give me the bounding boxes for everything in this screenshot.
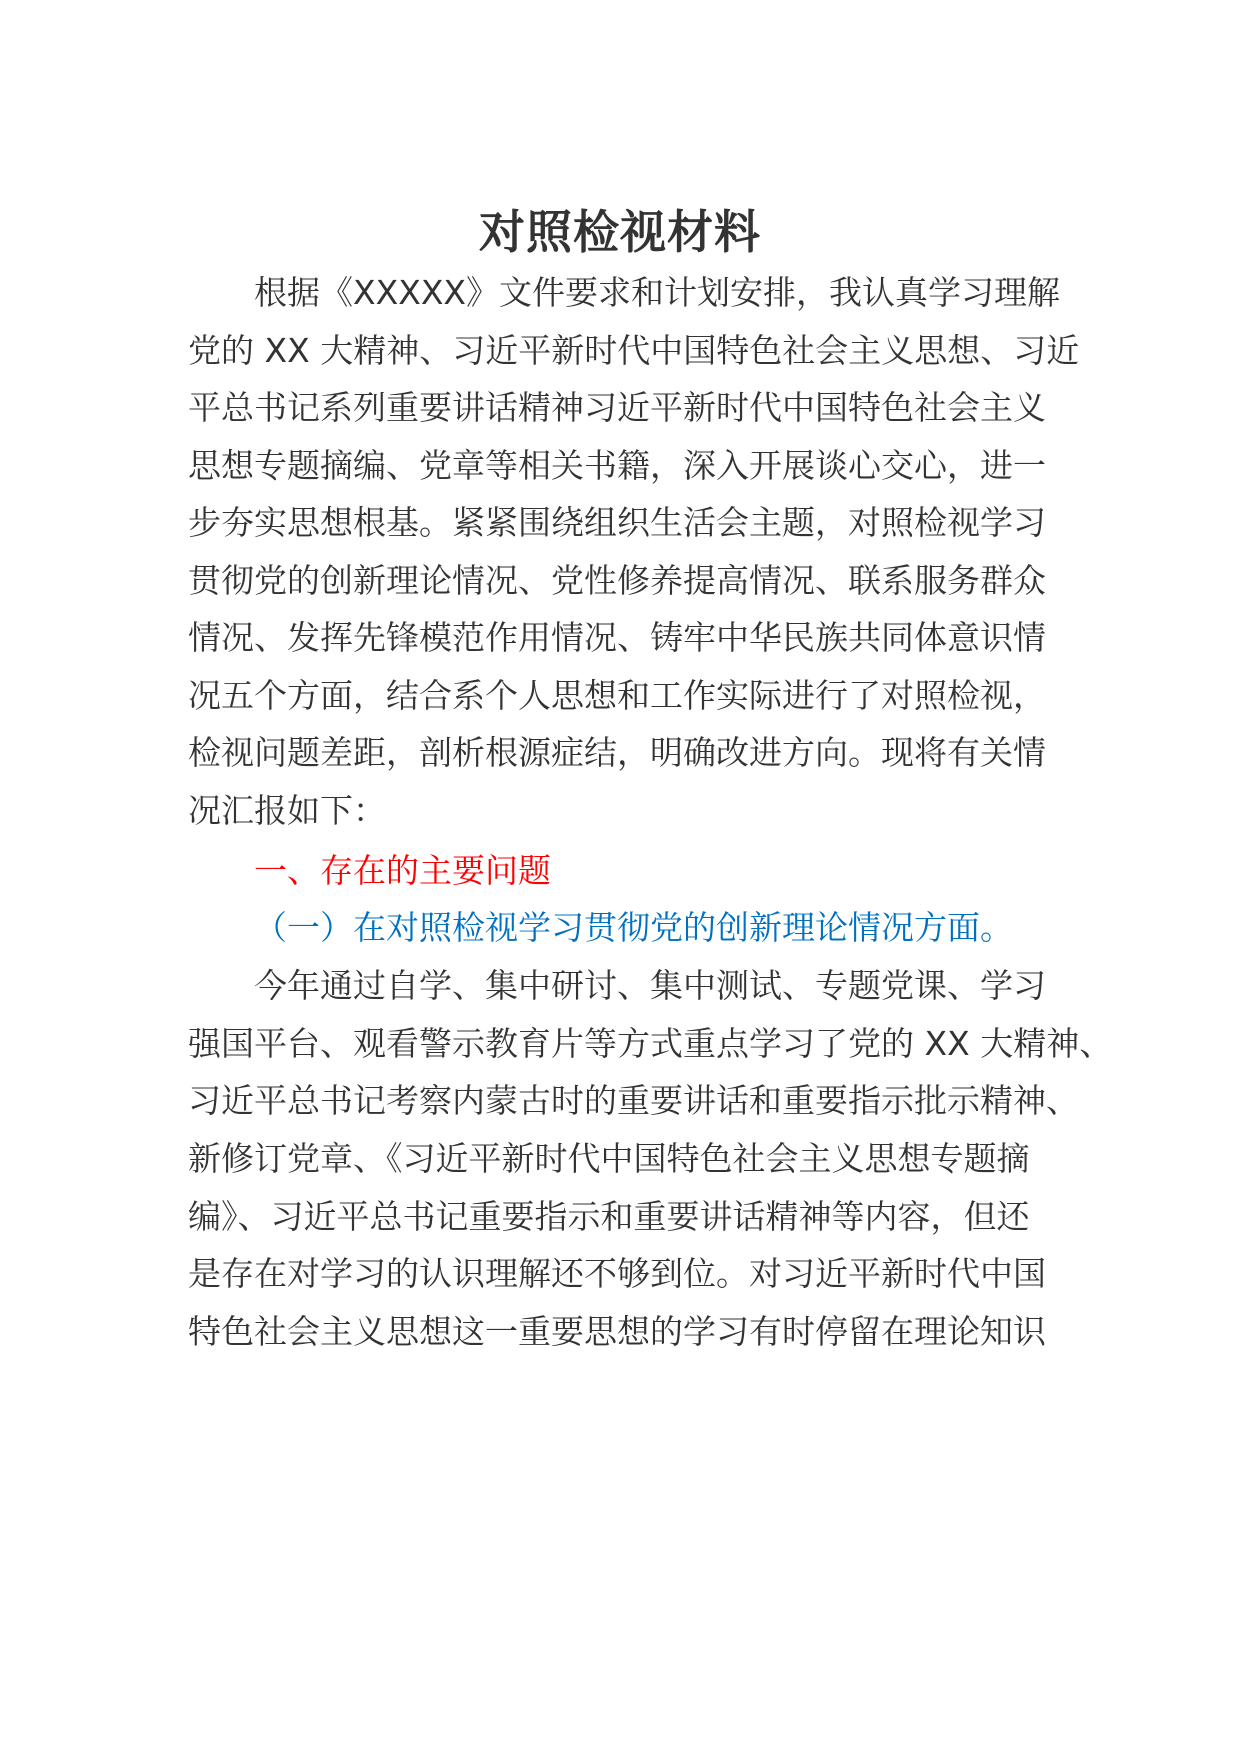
intro-line: 况五个方面，结合系个人思想和工作实际进行了对照检视， xyxy=(188,676,1046,715)
body-line: 习近平总书记考察内蒙古时的重要讲话和重要指示批示精神、 xyxy=(188,1081,1079,1120)
body-line: 是存在对学习的认识理解还不够到位。对习近平新时代中国 xyxy=(188,1254,1046,1293)
intro-line: 况汇报如下： xyxy=(188,791,386,830)
intro-line: 党的 XX 大精神、习近平新时代中国特色社会主义思想、习近 xyxy=(188,331,1080,370)
body-line: 特色社会主义思想这一重要思想的学习有时停留在理论知识 xyxy=(188,1312,1046,1351)
body-line: 编》、习近平总书记重要指示和重要讲话精神等内容，但还 xyxy=(188,1197,1030,1236)
body-line: 新修订党章、《习近平新时代中国特色社会主义思想专题摘 xyxy=(188,1139,1030,1178)
intro-line: 平总书记系列重要讲话精神习近平新时代中国特色社会主义 xyxy=(188,388,1046,427)
body-line: 强国平台、观看警示教育片等方式重点学习了党的 XX 大精神、 xyxy=(188,1024,1113,1063)
intro-line: 检视问题差距，剖析根源症结，明确改进方向。现将有关情 xyxy=(188,733,1046,772)
intro-line: 情况、发挥先锋模范作用情况、铸牢中华民族共同体意识情 xyxy=(188,618,1046,657)
intro-line: 根据《XXXXX》文件要求和计划安排，我认真学习理解 xyxy=(254,273,1061,312)
intro-line: 思想专题摘编、党章等相关书籍，深入开展谈心交心，进一 xyxy=(188,446,1046,485)
body-line: 今年通过自学、集中研讨、集中测试、专题党课、学习 xyxy=(254,966,1046,1005)
subsection-heading: （一）在对照检视学习贯彻党的创新理论情况方面。 xyxy=(254,908,1013,947)
intro-line: 步夯实思想根基。紧紧围绕组织生活会主题，对照检视学习 xyxy=(188,503,1046,542)
document-title: 对照检视材料 xyxy=(479,205,761,259)
section-heading: 一、存在的主要问题 xyxy=(254,851,551,890)
intro-line: 贯彻党的创新理论情况、党性修养提高情况、联系服务群众 xyxy=(188,561,1046,600)
